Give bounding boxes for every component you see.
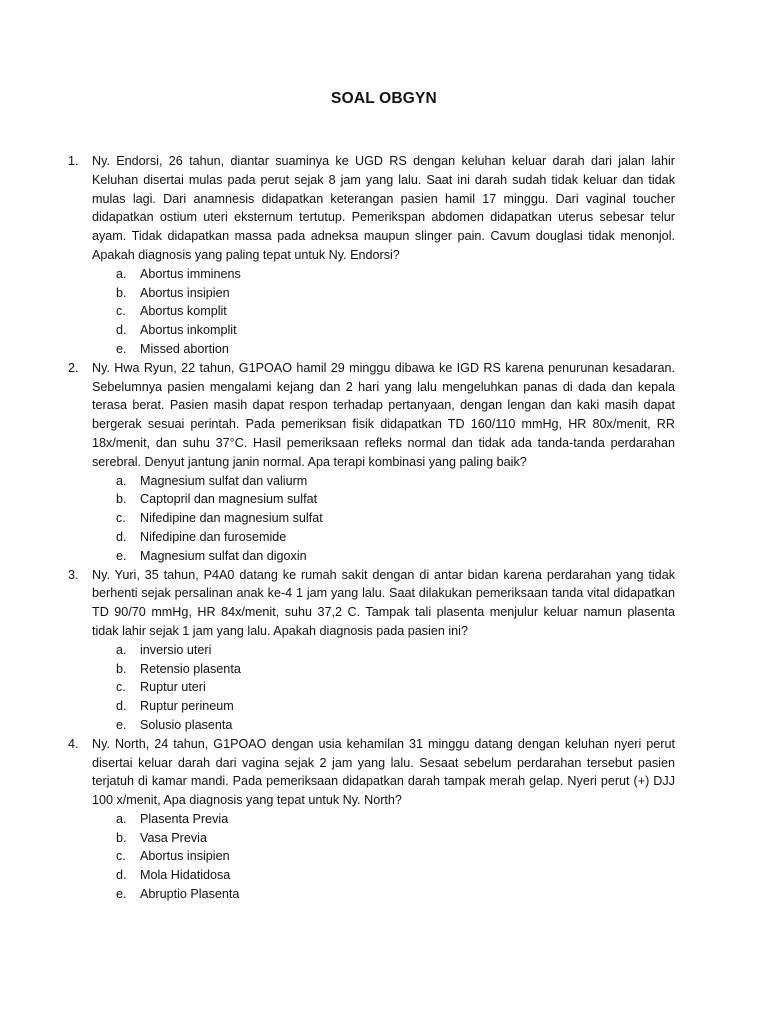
option-text: Ruptur uteri [140,680,206,695]
option-text: Magnesium sulfat dan valiurm [140,473,308,488]
option-letter: b. [116,285,127,300]
option-letter: e. [116,717,127,732]
option-text: Nifedipine dan furosemide [140,529,287,544]
option-letter: c. [116,304,126,319]
question-4 [68,735,675,904]
option-item [116,847,675,866]
question-number: 4. [68,736,79,751]
option-text: Mola Hidatidosa [140,868,231,883]
option-text: Abortus komplit [140,304,227,319]
option-letter: d. [116,868,127,883]
option-item [116,284,675,303]
option-letter: c. [116,680,126,695]
option-letter: b. [116,830,127,845]
option-text: Captopril dan magnesium sulfat [140,492,318,507]
option-letter: d. [116,699,127,714]
option-item [116,321,675,340]
question-text: Ny. Yuri, 35 tahun, P4A0 datang ke rumah sakit dengan di antar bidan karena perdarahan yang tidak berhenti sejak persalinan anak ke-4 1 jam yang lalu. Saat dilakukan pemeriksaan tanda vital didapatkan TD 90/70 mmHg, HR 84x/menit, suhu 37,2 C. Tampak tali plasenta menjulur keluar namun plasenta tidak lahir sejak 1 jam yang lalu. Apakah diagnosis pada pasien ini? [92,567,675,638]
question-list [68,152,675,904]
option-item [116,509,675,528]
question-text: Ny. North, 24 tahun, G1POAO dengan usia kehamilan 31 minggu datang dengan keluhan nyeri perut disertai keluar darah dari vagina sejak 2 jam yang lalu. Sesaat sebelum perdarahan tersebut pasien terjatuh di kamar mandi. Pada pemeriksaan didapatkan darah tampak merah gelap. Nyeri perut (+) DJJ 100 x/menit, Apa diagnosis yang tepat untuk Ny. North? [92,736,675,808]
option-text: Vasa Previa [140,830,207,845]
option-list [92,641,675,735]
option-item [116,490,675,509]
option-item [116,302,675,321]
option-item [116,340,675,359]
option-item [116,660,675,679]
question-number: 1. [68,154,79,168]
option-list [92,810,675,904]
option-letter: c. [116,849,126,864]
option-text: Missed abortion [140,341,229,356]
option-item [116,678,675,697]
option-letter: b. [116,492,127,507]
option-list [92,265,675,359]
option-letter: d. [116,323,127,338]
option-text: Retensio plasenta [140,661,241,676]
option-item [116,641,675,660]
option-letter: e. [116,887,127,902]
option-letter: d. [116,529,127,544]
option-letter: a. [116,811,127,826]
option-text: Abruptio Plasenta [140,887,240,902]
question-number: 3. [68,567,79,582]
option-item [116,810,675,829]
option-text: Magnesium sulfat dan digoxin [140,548,307,563]
option-text: Nifedipine dan magnesium sulfat [140,511,323,526]
option-item [116,716,675,735]
option-item [116,472,675,491]
option-text: Plasenta Previa [140,811,229,826]
option-text: Abortus insipien [140,285,230,300]
question-3 [68,566,675,735]
document-title: SOAL OBGYN [331,90,437,107]
option-letter: a. [116,642,127,657]
option-item [116,829,675,848]
option-letter: c. [116,511,126,526]
option-item [116,528,675,547]
option-letter: e. [116,548,127,563]
option-text: Ruptur perineum [140,699,234,714]
option-letter: a. [116,473,127,488]
option-text: inversio uteri [140,642,212,657]
option-text: Abortus inkomplit [140,323,237,338]
option-letter: e. [116,341,127,356]
option-list [92,472,675,566]
question-number: 2. [68,360,79,375]
option-letter: b. [116,661,127,676]
option-text: Solusio plasenta [140,717,233,732]
option-item [116,265,675,284]
option-item [116,866,675,885]
question-2 [68,359,675,566]
option-item [116,697,675,716]
option-item [116,885,675,904]
option-item [116,547,675,566]
question-1 [68,152,675,359]
question-text: Ny. Hwa Ryun, 22 tahun, G1POAO hamil 29 minggu dibawa ke IGD RS karena penurunan kesadaran. Sebelumnya pasien mengalami kejang dan 2 hari yang lalu mengeluhkan panas di dada dan kepala terasa berat. Pasien masih dapat respon terhadap pertanyaan, dengan lengan dan kaki masih dapat bergerak sesuai perintah. Pada pemeriksan fisik didapatkan TD 160/110 mmHg, HR 80x/menit, RR 18x/menit, dan suhu 37°C. Hasil pemeriksaan refleks normal dan tidak ada tanda-tanda perdarahan serebral. Denyut jantung janin normal. Apa terapi kombinasi yang paling baik? [92,360,675,469]
option-text: Abortus imminens [140,266,241,281]
option-letter: a. [116,266,127,281]
question-text: Ny. Endorsi, 26 tahun, diantar suaminya ke UGD RS dengan keluhan keluar darah dari jalan lahir Keluhan disertai mulas pada perut sejak 8 jam yang lalu. Saat ini darah sudah tidak keluar dan tidak mulas lagi. Dari anamnesis didapatkan keterangan pasien hamil 17 minggu. Dari vaginal toucher didapatkan ostium uteri eksternum tertutup. Pemerikspan abdomen didapatkan uterus sebesar telur ayam. Tidak didapatkan massa pada adneksa maupun slinger pain. Cavum douglasi tidak menonjol. Apakah diagnosis yang paling tepat untuk Ny. Endorsi? [92,154,675,262]
option-text: Abortus insipien [140,849,230,864]
